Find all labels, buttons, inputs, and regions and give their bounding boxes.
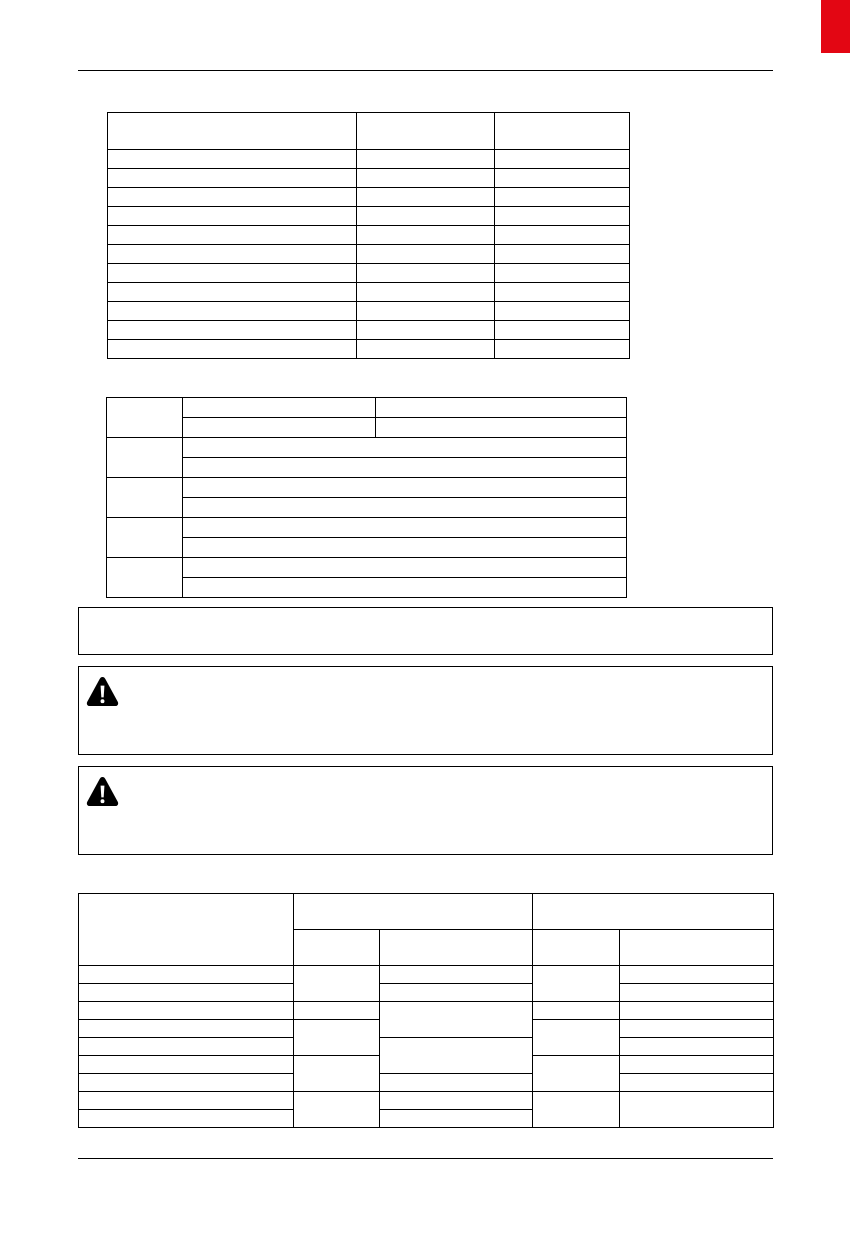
table-cell xyxy=(380,1074,533,1092)
table-cell xyxy=(495,340,630,359)
table-cell xyxy=(79,1002,294,1020)
table-row xyxy=(107,578,627,598)
table-cell xyxy=(533,966,620,1002)
table-cell xyxy=(79,1092,294,1110)
table-cell xyxy=(495,321,630,340)
table-cell xyxy=(620,1092,774,1128)
table-cell xyxy=(183,438,627,458)
table-cell xyxy=(357,245,495,264)
table-row xyxy=(108,302,630,321)
table-row xyxy=(108,283,630,302)
table-cell xyxy=(183,538,627,558)
table-cell xyxy=(183,478,627,498)
warning-box xyxy=(78,666,773,755)
table-header-cell xyxy=(108,113,357,150)
table-cell xyxy=(376,418,627,438)
table-cell xyxy=(183,458,627,478)
table-cell xyxy=(357,188,495,207)
table-row xyxy=(79,1038,774,1056)
table-cell xyxy=(108,207,357,226)
table-header-cell xyxy=(357,113,495,150)
table-cell xyxy=(79,1056,294,1074)
table-cell xyxy=(79,1074,294,1092)
table-cell xyxy=(294,1056,380,1092)
table-header-row xyxy=(108,113,630,150)
table-header-cell xyxy=(294,930,380,966)
table-cell xyxy=(380,966,533,984)
table-cell xyxy=(108,188,357,207)
table-cell xyxy=(495,226,630,245)
table-header-row xyxy=(79,894,774,930)
table-header-cell xyxy=(533,894,774,930)
table-row xyxy=(108,207,630,226)
table-cell xyxy=(79,1038,294,1056)
table-cell xyxy=(357,207,495,226)
table-cell xyxy=(108,283,357,302)
table-header-cell xyxy=(294,894,533,930)
group-label-cell xyxy=(107,478,183,518)
table-row xyxy=(108,150,630,169)
table-cell xyxy=(79,1110,294,1128)
table-cell xyxy=(495,283,630,302)
table-cell xyxy=(357,302,495,321)
table-row xyxy=(107,478,627,498)
table-cell xyxy=(79,984,294,1002)
table-row xyxy=(108,226,630,245)
table-cell xyxy=(357,169,495,188)
table-row xyxy=(107,398,627,418)
table-header-cell xyxy=(620,930,774,966)
table-cell xyxy=(108,321,357,340)
table-row xyxy=(79,966,774,984)
table-cell xyxy=(495,207,630,226)
table-cell xyxy=(620,966,774,984)
table-cell xyxy=(495,169,630,188)
table-cell xyxy=(108,264,357,283)
table-cell xyxy=(108,226,357,245)
table-row xyxy=(108,169,630,188)
table-cell xyxy=(376,398,627,418)
table-cell xyxy=(620,1020,774,1038)
table-header-cell xyxy=(79,894,294,966)
table-cell xyxy=(357,340,495,359)
table-cell xyxy=(495,264,630,283)
table-cell xyxy=(357,264,495,283)
table-row xyxy=(108,245,630,264)
table-cell xyxy=(533,1002,620,1020)
table-row xyxy=(108,264,630,283)
table-row xyxy=(107,438,627,458)
table-row xyxy=(108,188,630,207)
table-cell xyxy=(533,1020,620,1056)
table-cell xyxy=(183,558,627,578)
table-cell xyxy=(108,302,357,321)
table-cell xyxy=(183,498,627,518)
table-cell xyxy=(294,1092,380,1128)
group-label-cell xyxy=(107,518,183,558)
table-cell xyxy=(620,984,774,1002)
table-cell xyxy=(79,966,294,984)
warning-triangle-icon xyxy=(85,775,120,808)
table-cell xyxy=(380,1002,533,1038)
table-cell xyxy=(533,1056,620,1092)
table-cell xyxy=(108,169,357,188)
grouped-table xyxy=(106,397,627,598)
table-row xyxy=(108,321,630,340)
table-cell xyxy=(380,1038,533,1074)
table-row xyxy=(107,418,627,438)
table-cell xyxy=(357,321,495,340)
table-cell xyxy=(357,150,495,169)
table-header-cell xyxy=(533,930,620,966)
footer-rule xyxy=(78,1158,773,1159)
table-cell xyxy=(294,1020,380,1056)
warning-box xyxy=(78,766,773,855)
table-row xyxy=(79,1002,774,1020)
table-cell xyxy=(495,245,630,264)
group-label-cell xyxy=(107,398,183,438)
table-cell xyxy=(533,1092,620,1128)
table-cell xyxy=(108,150,357,169)
table-cell xyxy=(380,984,533,1002)
table-row xyxy=(79,1074,774,1092)
table-cell xyxy=(357,283,495,302)
table-header-cell xyxy=(495,113,630,150)
table-cell xyxy=(620,1074,774,1092)
table-cell xyxy=(495,302,630,321)
table-cell xyxy=(183,518,627,538)
table-cell xyxy=(183,418,376,438)
specification-table xyxy=(107,112,630,359)
table-cell xyxy=(620,1002,774,1020)
table-cell xyxy=(108,340,357,359)
table-row xyxy=(107,518,627,538)
table-cell xyxy=(108,245,357,264)
table-cell xyxy=(294,1002,380,1020)
group-label-cell xyxy=(107,558,183,598)
table-row xyxy=(107,458,627,478)
group-label-cell xyxy=(107,438,183,478)
table-cell xyxy=(380,1110,533,1128)
warning-triangle-icon xyxy=(85,675,120,708)
chapter-tab-marker xyxy=(821,0,850,53)
comparison-table xyxy=(78,893,774,1128)
table-row xyxy=(107,538,627,558)
table-cell xyxy=(183,398,376,418)
table-row xyxy=(108,340,630,359)
table-cell xyxy=(79,1020,294,1038)
table-cell xyxy=(495,150,630,169)
table-cell xyxy=(294,966,380,1002)
note-box xyxy=(78,607,773,655)
header-rule xyxy=(78,70,773,71)
table-cell xyxy=(357,226,495,245)
table-header-cell xyxy=(380,930,533,966)
table-cell xyxy=(620,1056,774,1074)
table-cell xyxy=(380,1092,533,1110)
table-row xyxy=(79,984,774,1002)
table-cell xyxy=(495,188,630,207)
table-row xyxy=(107,558,627,578)
table-row xyxy=(79,1092,774,1110)
table-cell xyxy=(620,1038,774,1056)
table-row xyxy=(107,498,627,518)
table-cell xyxy=(183,578,627,598)
